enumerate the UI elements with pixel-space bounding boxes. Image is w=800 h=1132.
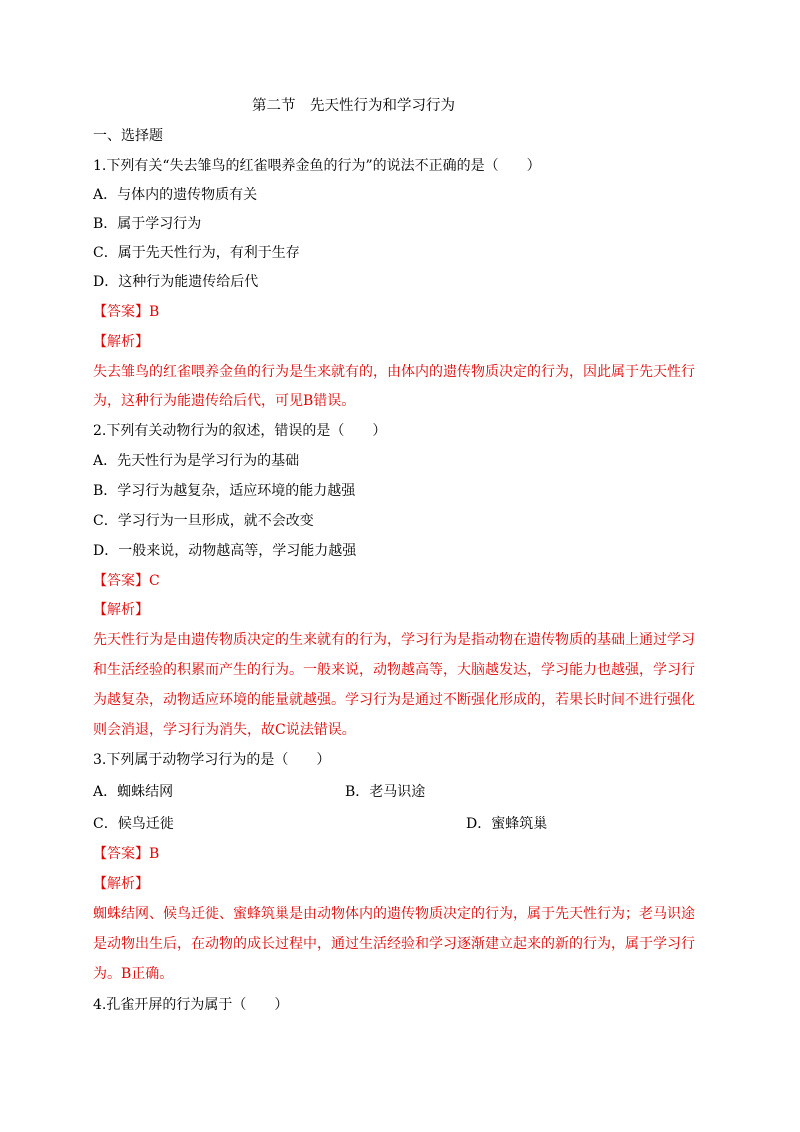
question-4-stem: 4.孔雀开屏的行为属于（ ） (93, 997, 289, 1013)
question-3-analysis-label: 【解析】 (93, 876, 149, 892)
question-1-stem: 1.下列有关“失去雏鸟的红雀喂养金鱼的行为”的说法不正确的是（ ） (93, 158, 541, 174)
question-1-analysis-line: 为，这种行为能遗传给后代，可见B错误。 (93, 393, 356, 409)
question-1-option-a: A．与体内的遗传物质有关 (93, 187, 258, 203)
question-3-answer: 【答案】B (93, 846, 160, 862)
question-3-option-b: B．老马识途 (345, 784, 426, 800)
question-1-analysis-line: 失去雏鸟的红雀喂养金鱼的行为是生来就有的，由体内的遗传物质决定的行为，因此属于先天性行 (93, 364, 695, 380)
question-2-option-b: B．学习行为越复杂，适应环境的能力越强 (93, 483, 356, 499)
question-2-analysis-line: 则会消退，学习行为消失，故C说法错误。 (93, 722, 356, 738)
question-2-option-c: C．学习行为一旦形成，就不会改变 (93, 513, 314, 529)
page-title: 第二节 先天性行为和学习行为 (252, 98, 455, 114)
section-heading: 一、选择题 (93, 128, 163, 144)
question-2-option-d: D．一般来说，动物越高等，学习能力越强 (93, 543, 357, 559)
question-2-analysis-line: 为越复杂，动物适应环境的能量就越强。学习行为是通过不断强化形成的，若果长时间不进行强化 (93, 692, 695, 708)
question-3-analysis-line: 蜘蛛结网、候鸟迁徙、蜜蜂筑巢是由动物体内的遗传物质决定的行为，属于先天性行为；老马识途 (93, 906, 695, 922)
question-1-option-d: D．这种行为能遗传给后代 (93, 274, 259, 290)
question-1-answer: 【答案】B (93, 304, 160, 320)
question-2-analysis-line: 和生活经验的积累而产生的行为。一般来说，动物越高等，大脑越发达，学习能力也越强，学习行 (93, 662, 695, 678)
question-1-option-b: B．属于学习行为 (93, 216, 202, 232)
question-2-stem: 2.下列有关动物行为的叙述，错误的是（ ） (93, 423, 387, 439)
question-2-option-a: A．先天性行为是学习行为的基础 (93, 453, 300, 469)
question-3-analysis-line: 是动物出生后，在动物的成长过程中，通过生活经验和学习逐渐建立起来的新的行为，属于学习行 (93, 936, 695, 952)
question-2-analysis-line: 先天性行为是由遗传物质决定的生来就有的行为，学习行为是指动物在遗传物质的基础上通过学习 (93, 632, 695, 648)
question-2-answer: 【答案】C (93, 573, 160, 589)
question-3-option-a: A．蜘蛛结网 (93, 784, 174, 800)
question-3-option-c: C．候鸟迁徙 (93, 816, 174, 832)
question-3-option-d: D．蜜蜂筑巢 (466, 816, 548, 832)
question-3-analysis-line: 为。B正确。 (93, 966, 174, 982)
question-2-analysis-label: 【解析】 (93, 602, 149, 618)
question-1-analysis-label: 【解析】 (93, 334, 149, 350)
question-3-stem: 3.下列属于动物学习行为的是（ ） (93, 752, 331, 768)
question-1-option-c: C．属于先天性行为，有利于生存 (93, 245, 300, 261)
